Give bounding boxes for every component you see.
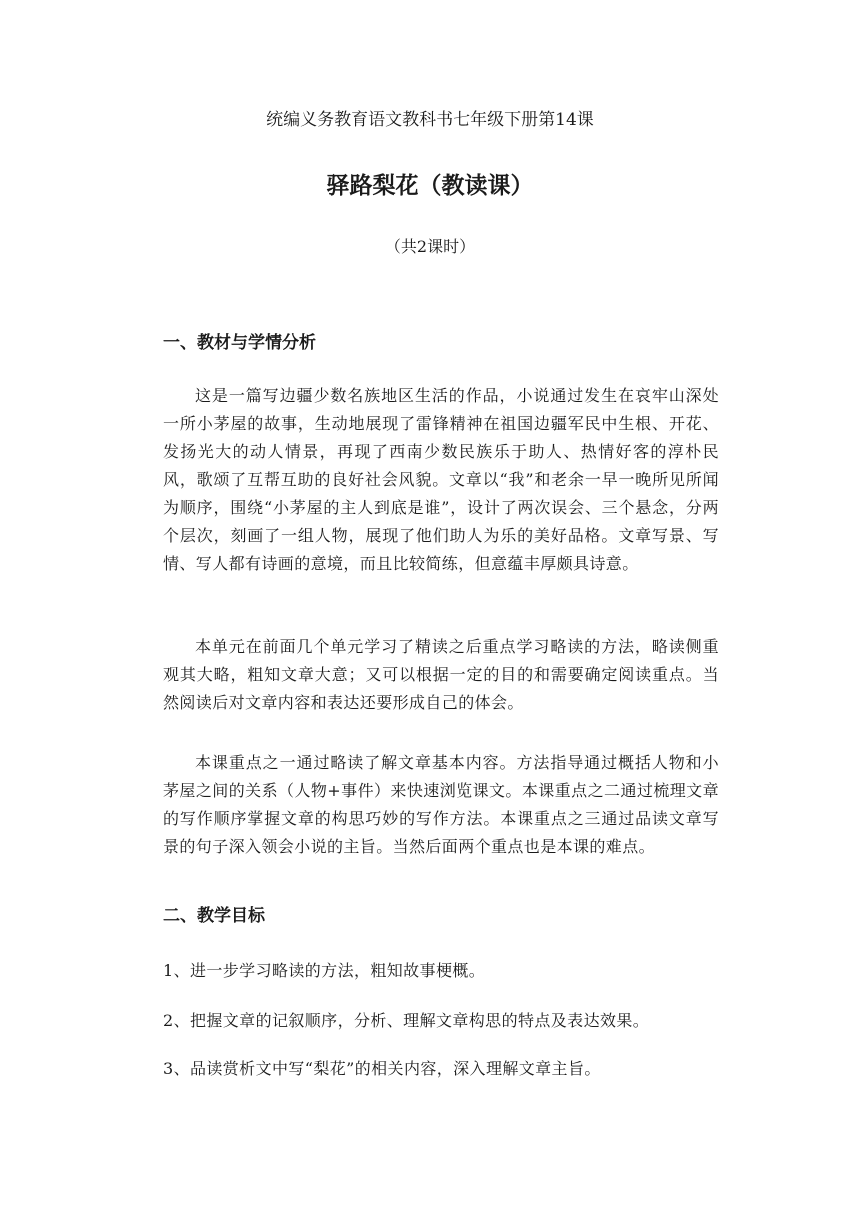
lesson-subtitle: （共2课时） (384, 237, 476, 256)
goal-item-1: 1、进一步学习略读的方法，粗知故事梗概。 (163, 961, 486, 980)
textbook-header: 统编义务教育语文教科书七年级下册第14课 (266, 110, 594, 130)
goal-item-3: 3、品读赏析文中写“梨花”的相关内容，深入理解文章主旨。 (163, 1059, 601, 1078)
lesson-title: 驿路梨花（教读课） (326, 173, 534, 199)
analysis-paragraph-3: 本课重点之一通过略读了解文章基本内容。方法指导通过概括人物和小茅屋之间的关系（人物+事件）来快速浏览课文。本课重点之二通过梳理文章的写作顺序掌握文章的构思巧妙的写作方法。本课重点之三通过品读文章写景的句子深入领会小说的主旨。当然后面两个重点也是本课的难点。 (163, 753, 719, 856)
section-heading-goals: 二、教学目标 (163, 906, 265, 926)
goal-item-2: 2、把握文章的记叙顺序，分析、理解文章构思的特点及表达效果。 (163, 1011, 650, 1030)
section-heading-analysis: 一、教材与学情分析 (163, 333, 316, 353)
analysis-paragraph-1: 这是一篇写边疆少数名族地区生活的作品，小说通过发生在哀牢山深处一所小茅屋的故事，生动地展现了雷锋精神在祖国边疆军民中生根、开花、发扬光大的动人情景，再现了西南少数民族乐于助人、热情好客的淳朴民风，歌颂了互帮互助的良好社会风貌。文章以“我”和老余一早一晚所见所闻为顺序，围绕“小茅屋的主人到底是谁”，设计了两次误会、三个悬念，分两个层次，刻画了一组人物，展现了他们助人为乐的美好品格。文章写景、写情、写人都有诗画的意境，而且比较简练，但意蕴丰厚颇具诗意。 (163, 386, 719, 573)
analysis-paragraph-2: 本单元在前面几个单元学习了精读之后重点学习略读的方法，略读侧重观其大略，粗知文章大意；又可以根据一定的目的和需要确定阅读重点。当然阅读后对文章内容和表达还要形成自己的体会。 (163, 637, 719, 712)
